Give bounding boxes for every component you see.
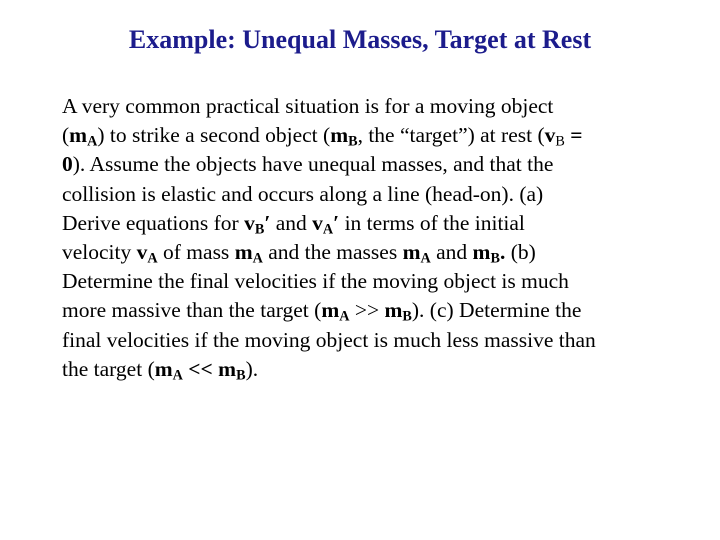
body-text-segment: << [182,356,219,381]
body-text-segment: (b) [505,240,536,265]
body-text-segment: ′ [264,210,271,235]
body-text-segment: m [402,240,421,265]
body-text-segment: v [136,240,148,265]
subscript-text: A [172,367,183,384]
body-text-segment: v [244,210,255,235]
subscript-text: A [252,250,263,267]
body-line [62,326,702,355]
body-text-segment: the target ( [62,356,155,381]
body-text-segment: = [570,123,583,148]
body-text-segment: more massive than the target ( [62,298,322,323]
body-line [62,121,702,150]
body-text-segment: final velocities if the moving object is much less massive than [62,327,596,352]
body-text-segment: A very common practical situation is for a moving object [62,94,554,118]
body-text-segment: and the masses [262,240,403,265]
body-text-segment: 0 [62,152,73,177]
body-text-segment: ). [245,356,259,381]
body-line [62,150,702,179]
subscript-text: B [490,250,500,267]
body-text-segment: in terms of the initial [339,210,525,235]
body-text-segment: ( [62,123,70,148]
subscript-text: A [87,133,98,150]
body-line [62,296,702,325]
body-text-segment: . [499,240,506,265]
body-text-segment: ). (c) Determine the [411,298,582,323]
subscript-text: A [147,250,158,267]
body-text-segment: and [270,210,313,235]
body-text-segment: m [218,356,237,381]
body-text-segment: collision is elastic and occurs along a line (head-on). (a) [62,181,544,206]
body-line [62,355,702,384]
subscript-text: B [348,133,358,150]
body-text-segment: and [430,240,473,265]
body-text-segment: of mass [157,240,235,265]
body-text-segment: velocity [62,240,137,265]
body-text-segment: Derive equations for [62,210,245,235]
subscript-text: B [254,221,265,238]
body-text-segment: ). Assume the objects have unequal masses, and that the [72,152,554,177]
body-text-segment: v [312,210,323,235]
body-line [62,238,702,267]
body-text-segment: m [69,123,88,148]
body-text-segment: m [330,123,349,148]
body-text-segment: v [544,123,556,148]
body-text-segment: >> [349,298,385,323]
slide-body-text [62,92,702,384]
body-text-segment: Determine the final velocities if the moving object is much [62,269,569,294]
body-line [62,92,702,121]
body-text-segment: m [384,298,403,323]
body-text-segment: m [472,240,491,265]
body-text-segment: m [321,298,340,323]
body-text-segment: , the “target”) at rest ( [357,123,545,148]
body-line [62,209,702,238]
body-text-segment: m [234,240,253,265]
subscript-text: B [402,308,412,325]
subscript-text: A [420,250,431,267]
subscript-text: A [339,308,350,325]
body-line [62,180,702,209]
subscript-text: B [236,367,246,384]
subscript-text: B [555,133,565,150]
slide-title: Example: Unequal Masses, Target at Rest [128,25,592,54]
body-text-segment: ′ [333,210,340,235]
body-text-segment: m [154,356,173,381]
body-line [62,267,702,296]
subscript-text: A [322,221,334,238]
body-text-segment: ) to strike a second object ( [97,123,331,148]
